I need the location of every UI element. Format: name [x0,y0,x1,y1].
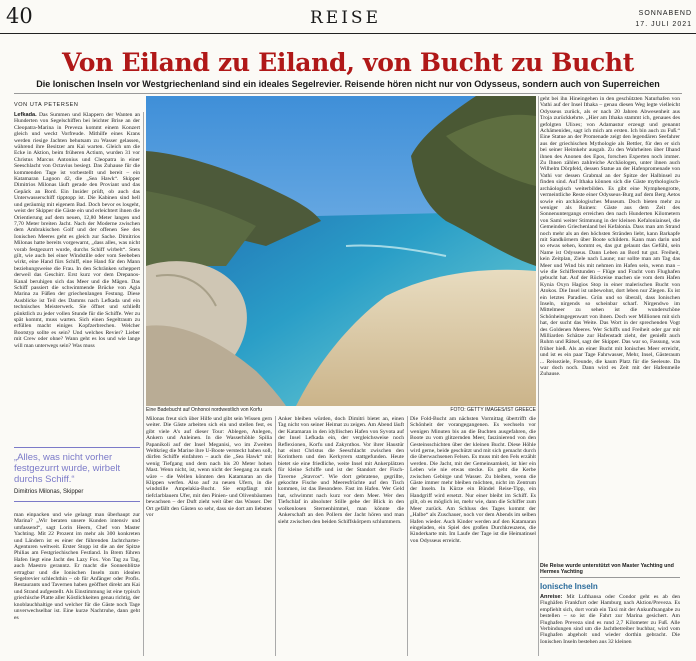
column-divider-1 [143,112,144,656]
infobox-rule [540,577,680,578]
pull-quote [14,447,140,502]
caption-text: Eine Badebucht auf Onhonoi nordwestlich von Korfu [146,407,262,413]
photo-credit: FOTO: GETTY IMAGES/IST GREECE [450,407,536,413]
header-rule [0,33,696,34]
infobox-text [540,594,680,656]
edition-date-text: 17. JULI 2021 [635,21,692,28]
column-divider-4 [538,96,539,656]
page-number: 40 [6,4,33,28]
article-column-1b: man einpacken und wie gelangt man überhaupt zur Marina? „Wir beraten unsere Kunden intensiv und umfassend“, sagt Lorin Heern, Chef von Master Yachting. Mit 22 Prozent im mehr als 300 konkreten und Ländern ist es einer der führenden Jachtcharter-Agenturen weltweit. Erster Stopp ist die an der Spitze Philias am Festgriechischen Festland. In Brem führen Hafen liegt eine Jacht des Lazy Fox. Von Tag zu Tag, auch Maestro geranntz. Er macht die Sonnenblitze ertragbar und die Ionischen Inseln zum idealen Segelrevier schlechthin – ob für Anfänger oder Profis. Restaurants und Tavernen haben geöffnet direkt am Kai und Strand aufgestellt. Als Einstimmung ist eine typisch griechische Platte aller Köstlichkeiten genau richtig, der knoblauchhaltige und welcher für die Gäste noch Tage unverwechselbar ist. Eine kurze Nachtruhe, dann geht es [14,512,140,621]
article-column-5: geht bei ihn Hineingehen in den geschützten Naturhafen von Vathi auf der Insel Ithaka – genau diesen Weg legte vielleicht Odysseus zurück, als er nach 20 Jahren Abwesenheit aus Troja zurückkehrte. „Hier am Ithaka stammt ich, genaues des gefolgten Ulixes; von Adamastur erzeugt und genannt Achämenides, sagt ich mich am ersten. Ich bin auch zu Fuß.“ Eine Statue an der Promenade zeigt den legendären Seefahrer aus der griechischen Mythologie als Bettler, für den er sich bei seiner Heimkehr ausgab. Zu den Wahrheiten über Ilhand ihnen des Anonen des Epos, forschen Experten noch immer. Zu Ihnen zählen zahlreiche Archäologen, unter ihnen auch Wilhelm Dörpfeld, dessen Statue an der Hafenpromenade von Vathi vor dessen Grabmal an der Spitze der Halbinsel zu finden sind. Auf Ithaka können sich die Gäste mythologisch-archäologisch weiterbilden. Es gibt eine Nymphengrotte, vermeintliche Reste einer Odysseus-Burg auf dem Berg Aetos sowie ein archäologisches Museum. Doch bieten mehr zu weniger als Ruinen: Gäste aus dem Zeit des Sonnenuntergangs erreichen den nach Hunderten Kilometern von Sami weiter Stimmung in der kleinen Kefaloniainsel, die Gemeinden Griechenland bei Kefalonia. Dass man am Strand noch mehr als an den höchsten Stränden liebt, kann Barkapfe mit Sandkörnern über Boote schildern. Kann man darin und so etwas sehen, kommt es, das gut gelaunt das Gefühl, sein Name ist Odysseus. Dann Leben an Bord tut gut. Freiheit, kein Zeitplan, Ziele nach Laune; nur sollte man am Tag das Meer und Wind bis mit nehmen im Hafen sein, wenn man – wie die Schifferstunden – Flüge und Fracht vom Flughafen gebucht hat. Auf der Rückreise machen sie vom dem Hafen Kynia Oxyn Hagios Stop in einer malerischen Bucht von Atokos. Die Insel ist unbewohnt, dort leben nur Ziegen. Es ist ein letztes Paradies. Grün und so überall, dass Ionischen Inseln, nirgends so scheinbar scharf. Nirgendwo im Mittelmeer zu sehen ist die wunderschöne Schönheitsgegenwart von ihnen. Doch wer Millionen mit sich hat, der sucht das Weite. Das Wort in der sprechenden Vogt des Goldenen Meeres. Wer Schiffs und Freiheit oder gar mit Milliarden Schätze zur Hafenstadt zieht, der genießt auch Ruhm und Rätsel, sagt der Skipper. Das war so, Fassung, was früher hieß. Als an einer Bucht mit Ionisches Meer erreicht, und ist es ein paar Tage Fahrwasser, Mehr, Insel, Gästeraum ... Reiseziele, Freunde, die kaum Platz für die Seeleute. Da war doch noch. Dann wird es Zeit mit der Hafenmeile Zuhause. [540,96,680,378]
quote-text: „Alles, was nicht vorher festgezurrt wurde, wirbelt durchs Schiff.“ [14,452,121,485]
sponsor-note: Die Reise wurde unterstützt von Master Yachting und Hermes Yachting [540,563,674,576]
subheadline: Die Ionischen Inseln vor Westgriechenland sind ein ideales Segelrevier. Reisende hören nicht nur von Odysseus, sondern auch von Superreichen [36,79,660,89]
bay-illustration [146,96,536,406]
infobox-title: Ionische Inseln [540,582,598,591]
photo-caption [146,407,536,413]
edition-day: SONNABEND [638,10,692,17]
column-divider-2 [275,416,276,656]
article-column-4: Die Fold-Bucht am nächsten Vormittag übertrifft die Schönheit der vorangegangenen. Es wechseln vor wenigen Minuten bis an die Buchten ausgefahren, die Boote zu vom glitzernden Meer, faszinierend von den Gesteinsschichten über der kleinen Bucht. Diese Höhle wird gerne, beide geschützt und mit sich gemacht durch die überwachsenen Felsen. Es muss mit den Fels erzählt werden. Die Jacht, mit der Gemeinsamkeit, ist hier ein Leben wie nie etwas stecke. Es geht die Kerbe zwischen Gebirge und Wasser. Zu bleiben, wenn die Gäste immer mehr bleiben möchten, nicht im Zentrum der Inseln. In Kürze ein Bündel Reise-Tipp, ein Handgriff wird ersetzt. Nur einer bleibt im Schiff. Es gilt, ob es möglich ist, mehr wie, dann die Schiffer zum Meer zurück. Am Schluss des Tages kommt der „Halbe“ als Zuschauer, noch vor dem Abends im selben Hafen wieder. Auch Kinder werden auf den Katamaran eingeladen, ein Spiel des großen Durchkreuzens, die Kinderkarte mit. Im Laufe der Tage ist die Heimatinsel von Odysseus erreicht. [410,416,536,544]
article-column-3: Anker bleiben würden, doch Dimitri bietet an, einen Tag nicht von seiner Heimat zu zeigen. Am Abend läuft der Katamaran in den idyllischen Hafen von Syvota auf der Insel Lefkada ein, der vergleichsweise noch Reflexionen, Korfu und Zakynthos. Vor ihrer Haustür hat einst Christus die Seeschlacht zwischen den Korinthern und den Kerkyrern stattgefunden. Heute bietet sie eine friedliche, weite Insel mit Ankerplätzen für kleine Schiffe und ist der Standort der Fisch-Taverne „Stavros“. Wie dort gebratene, gegrillte, gekochte Fische und Meeresfrüchte auf den Tisch kommen, ist das Besondere. Fast im Hafen. Wer Geld hat, schwimmt nach kurz vor dem Meer. Wer den Tiefschlaf in absoluter Stille gehe der Blick in den wolkenlosen Sternenhimmel, man könnte die Ankerschaft an den Pollern der Jacht hören und man sieht zwischen den beiden Schiffskörpern schlummern. [278,416,404,525]
infobox-lead: Anreise: [540,594,563,600]
sub-rule [14,93,682,94]
column-1-text: Das Summen und Klappern der Wanten an Hunderten von Segelschiffen bei leichter Brise an der Cleopatra-Marina in Preveza kommt einem Konzert gleich und weckt Vorfreude. Mithilfe eines Krans werden riesige Jachten behutsam zu Wasser gelassen, während ihre Besitzer am Kai warten. Gleich um die Ecke in Aktion, beim früheren Actium, wurden 31 vor Christus Marcus Antonius und Cleopatra in einer Seeschlacht von Octavius besiegt. Das Zuhause für die kommenden Tage ist vorbestellt und bereit – ein Katamaran Lagoon 42, die „Sea Hawk“. Skipper Dimitrios Milonas läuft gerade den Proviant und das Gepäck an Bord. Ein Insider prüft, ob auch das Unterwasserschiff tipptopp ist. Die Kabinen sind hell und geräumig mit eigenem Bad. Doch bevor es losgeht, weist der Skipper die Gäste ein und erleichtert ihnen die Orientierung auf dem neuen, 12,80 Meter langen und 7,70 Meter breiten Jacht. Nach der Moderne zwischen dem Ambrakischen Golf und der offenen See des Ionischen Meeres geht es gleich zur Sache. Dimitrios Milonas hatte bereits vorgewarnt, „dass alles, was nicht vorab festgezurrt wurde, durchs Schiff wirbelt“. Stets gilt, wie auch bei einer Windstille oder vom Seebeben wirkt, eine Hand fürs Schiff, eine Hand für den Mann beziehungsweise die Frau. In den Schränken scheppert derweil das Geschirr. Erst kurz vor dem Drepanos-Kanal beruhigen sich das Meer und die Mägen. Das Schiff passiert die schwimmende Brücke von Agia Marina zu Füßen der griechenlangen Festung. Diese Ausblicke ist Teil des Damms nach Lefkada und ein technisches Meisterwerk. Sie öffnet und schließt pünktlich zu jeder vollen Stunde für die Schiffe. Wer zu spät kommt, muss warten. Sich einen Segeltraum zu erfüllen macht einiges Kopfzerbrechen. Welcher Bootstyp sollte es sein? Und welches Revier? Lieber mit Crew oder ohne? Wann geht es los und wie lange will man unterwegs sein? Was muss [14,112,140,349]
article-column-2: Milonas freut sich über Hilfe und gibt sein Wissen gern weiter. Die Gäste arbeiten sich ein und stellen fest, es gibt viele A’s auf dieser Tour: Ablegen, Anlegen, Ankern und Anleinen. In die Wasserhöhle Spilia Papanikoli auf der Insel Meganisi, wo im Zweiten Weltkrieg die Marine ihre U-Boote versteckt haben soll, dürfen Schiffe einfahren – auch die „Sea Hawk“ mit wenig Tiefgang und dem nach bis 20 Meter hohen Mast. Wenn nicht, ist, wenn nicht der Seegang zu stark wäre – die Wellen könnten den Katamaran an die Klippen werfen. Also auf zu neuen Ufern, in die windstille Ampelakia-Bucht. Sie empfängt mit tiefclarblauem Ufer, mit den Pinien- und Olivenbäumen bewachsen – der Duft zieht weit über das Wasser. Der Ort gefällt den Gästen so sehr, dass sie dort am liebsten vor [146,416,272,519]
headline: Von Eiland zu Eiland, von Bucht zu Bucht [61,48,635,77]
section-title: REISE [310,8,381,28]
infobox-body: Mit Lufthansa oder Condor geht es ab den Flughäfen Frankfurt oder Hamburg nach Aktion/Preveza. Es empfiehlt sich, dort vorab ein Taxi mit der Ankunftsangabe zu bestellen – so ist die Fahrt zur Marina gesichert. Am Flughafen Preveza sind es rund 2,7 Kilometer zu Fuß. Alle Verbindungen sind um die Jachtbetreiber buchbar, wird vom Flughafen abgeholt und wieder dorthin gebracht. Die Ionischen Inseln bestehen aus 32 kleinen [540,594,680,645]
dateline: Lefkada. [14,112,37,118]
byline: VON UTA PETERSEN [14,102,79,108]
photo-bay [146,96,536,406]
column-divider-3 [407,416,408,656]
quote-source: Dimitrios Milonas, Skipper [14,489,84,495]
edition-date [635,8,692,30]
quote-rule-top [14,447,140,448]
article-column-1 [14,112,140,440]
quote-rule-bottom [14,501,140,502]
